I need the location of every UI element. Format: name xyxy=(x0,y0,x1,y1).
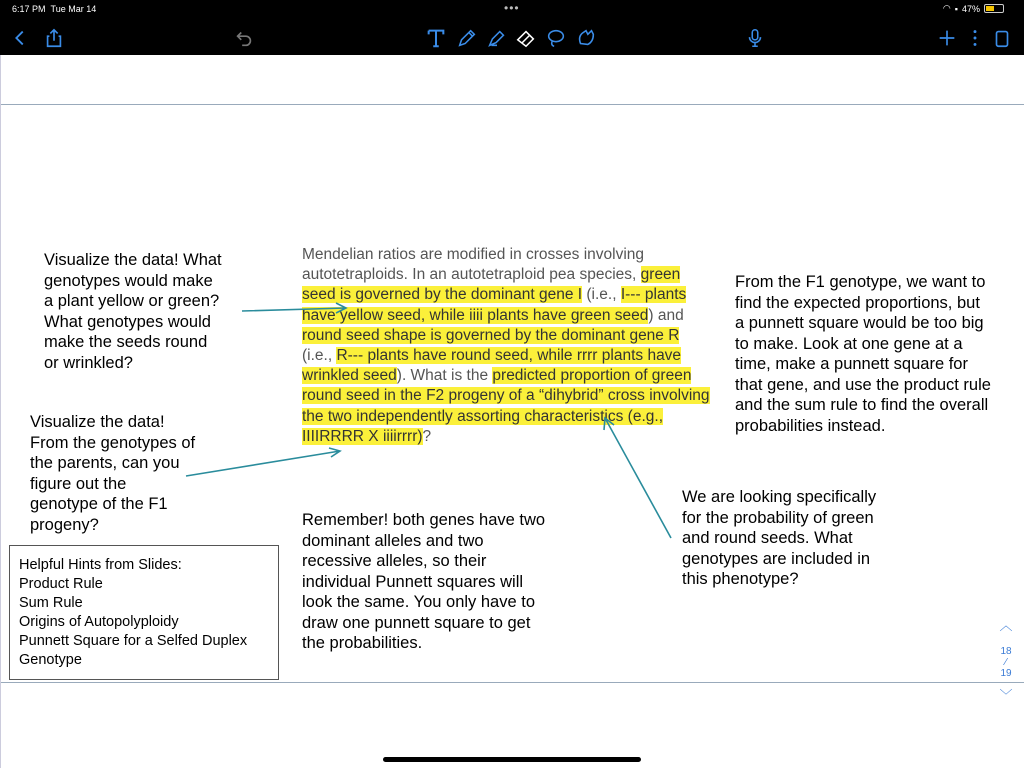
note-visualize-parents: Visualize the data! From the genotypes of the parents, can you figure out the genotype of the F1 progeny? xyxy=(30,413,196,534)
page-top-divider xyxy=(0,104,1024,105)
status-icons xyxy=(943,3,1004,14)
note-f1-genotype: From the F1 genotype, we want to find the expected proportions, but a punnett square would be too big to make. Look at one gene at a time, make a punnett square for that gene, and use the product rule and the sum rule to find the overall probabilities instead. xyxy=(735,273,991,435)
pages-icon[interactable] xyxy=(990,26,1014,50)
page-up-icon[interactable]: ︿ xyxy=(999,618,1013,633)
back-chevron-icon[interactable] xyxy=(8,26,32,50)
hints-title: Helpful Hints from Slides: xyxy=(19,557,182,573)
hint-item: Product Rule xyxy=(19,576,103,592)
hint-item: Origins of Autopolyploidy xyxy=(19,614,179,630)
pen-icon[interactable] xyxy=(455,26,479,50)
toolbar xyxy=(0,0,1024,55)
page-edge xyxy=(0,55,1,768)
page-down-icon[interactable]: ﹀ xyxy=(999,688,1013,703)
page-bottom-divider xyxy=(0,682,1024,683)
wifi-icon: ◠ xyxy=(942,3,951,13)
undo-icon[interactable] xyxy=(232,26,256,50)
page-navigator[interactable] xyxy=(996,615,1016,704)
battery-percent: 47% xyxy=(961,3,980,14)
total-pages: 19 xyxy=(1000,668,1012,679)
add-icon[interactable] xyxy=(935,26,959,50)
multitask-dots-icon[interactable]: ••• xyxy=(504,1,520,15)
arrow-to-cross xyxy=(186,448,340,476)
hint-item: Genotype xyxy=(19,652,82,668)
highlighter-icon[interactable] xyxy=(485,26,509,50)
shape-icon[interactable] xyxy=(574,26,598,50)
note-remember: Remember! both genes have two dominant alleles and two recessive alleles, so their individual Punnett squares will look the same. You only have to draw one punnett square to get the probabilities. xyxy=(302,511,546,652)
microphone-icon[interactable] xyxy=(743,26,767,50)
share-icon[interactable] xyxy=(42,26,66,50)
note-green-round: We are looking specifically for the probability of green and round seeds. What genotypes are included in this phenotype? xyxy=(682,488,877,588)
status-time: 6:17 PM Tue Mar 14 xyxy=(12,4,97,14)
hints-box xyxy=(9,545,279,680)
lasso-icon[interactable] xyxy=(544,26,568,50)
more-icon[interactable] xyxy=(963,26,987,50)
question-paragraph: Mendelian ratios are modified in crosses involving autotetraploids. In an autotetraploid pea species, green seed is governed by the dominant gene I (i.e., I--- plants have yellow seed, while iiii plants have green seed) and round seed shape is governed by the dominant gene R (i.e., R--- plants have round seed, while rrrr plants have wrinkled seed). What is the predicted proportion of green round seed in the F2 progeny of a “dihybrid” cross involving the two independently assorting characteristics (e.g., IIIIRRRR X iiiirrrr)? xyxy=(302,246,710,445)
current-page: 18 xyxy=(1000,646,1012,657)
text-tool-icon[interactable] xyxy=(424,26,448,50)
hint-item: Sum Rule xyxy=(19,595,83,611)
note-visualize-genotypes: Visualize the data! What genotypes would make a plant yellow or green? What genotypes would make the seeds round or wrinkled? xyxy=(44,251,222,372)
hint-item: Punnett Square for a Selfed Duplex xyxy=(19,633,248,649)
page-separator-icon: ⁄ xyxy=(1005,657,1007,668)
battery-icon xyxy=(984,4,1004,13)
lock-icon: ▪ xyxy=(954,3,958,14)
home-indicator[interactable] xyxy=(383,757,641,762)
eraser-icon[interactable] xyxy=(514,26,538,50)
